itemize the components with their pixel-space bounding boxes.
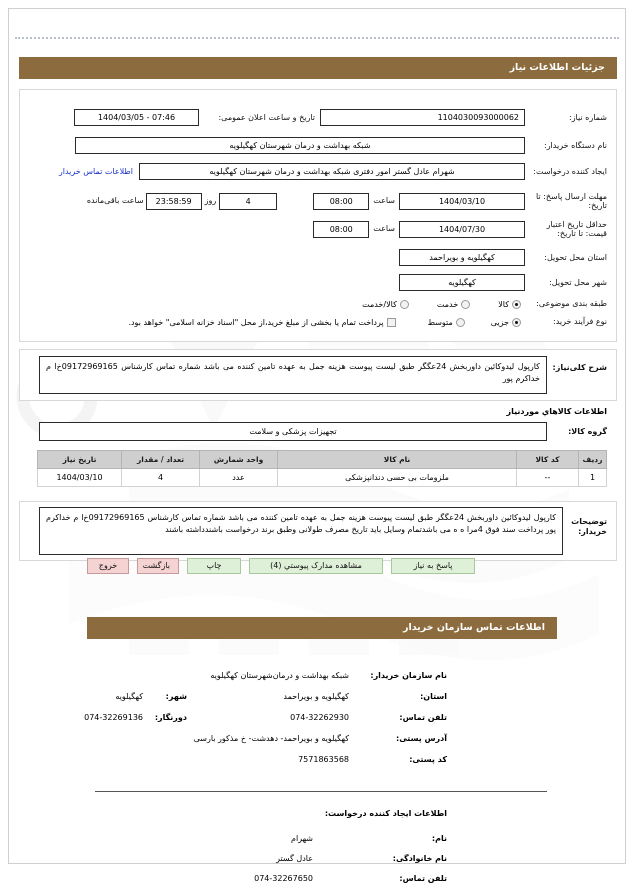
radio-khedmat-label: خدمت — [436, 299, 459, 309]
delivery-province-value: کهگیلویه و بویراحمد — [399, 249, 525, 266]
price-validity-date: 1404/07/30 — [399, 221, 525, 238]
contact-province-value: کهگیلویه و بویراحمد — [283, 692, 349, 701]
field-delivery-province — [399, 249, 607, 266]
request-creator-value: شهرام عادل گستر امور دفتری شبکه بهداشت و درمان شهرستان کهگیلویه — [139, 163, 525, 180]
delivery-province-label: استان محل تحویل: — [544, 252, 607, 262]
price-validity-hour: 08:00 — [313, 221, 369, 238]
radio-kala-khedmat-label: کالا/خدمت — [362, 299, 397, 309]
print-button[interactable]: چاپ — [187, 558, 241, 574]
radio-jozei-label: جزیی — [490, 317, 509, 327]
subject-category-radios[interactable] — [362, 300, 521, 309]
contact-address-label: آدرس پستی: — [396, 734, 447, 743]
remaining-days-value: 4 — [219, 193, 277, 210]
field-buyer-notes — [39, 507, 607, 555]
section-header-buyer-contact — [87, 617, 557, 639]
action-button-bar — [87, 558, 475, 574]
remaining-time-label: ساعت باقی‌مانده — [86, 196, 144, 206]
contact-province-label: استان: — [420, 692, 447, 701]
contact-address-value: کهگیلویه و بویراحمد- دهدشت- خ مذکور بارسی — [193, 734, 349, 743]
radio-jozei-icon[interactable] — [512, 318, 521, 327]
field-price-validity — [313, 220, 607, 238]
contact-fax-label: دورنگار: — [154, 713, 187, 722]
requester-phone-label: تلفن تماس: — [399, 874, 447, 883]
contact-org-line — [210, 671, 447, 680]
price-validity-hour-label: ساعت — [373, 224, 395, 234]
announce-datetime-value: 1404/03/05 - 07:46 — [74, 109, 199, 126]
contact-separator — [95, 791, 547, 792]
exit-button[interactable]: خروج — [87, 558, 129, 574]
field-need-summary — [39, 356, 607, 394]
remaining-days-unit: روز — [204, 196, 217, 206]
goods-group-label: گروه کالا: — [568, 426, 607, 436]
contact-phone-value: 074-32262930 — [290, 713, 349, 722]
announce-datetime-label: تاریخ و ساعت اعلان عمومی: — [218, 112, 315, 122]
field-delivery-city — [399, 274, 607, 291]
treasury-checkbox-label: پرداخت تمام یا بخشی از مبلغ خرید،از محل "اسناد خزانه اسلامی" خواهد بود. — [128, 317, 384, 327]
cell-unit: عدد — [200, 469, 278, 487]
col-name: نام کالا — [278, 451, 517, 469]
section-title-buyer-contact: اطلاعات تماس سازمان خريدار — [402, 622, 545, 633]
view-attachments-button[interactable]: مشاهده مدارک پيوستي (4) — [249, 558, 383, 574]
page-container — [8, 8, 626, 883]
radio-motavaset-label: متوسط — [427, 317, 453, 327]
response-deadline-label: مهلت ارسال پاسخ: تا تاریخ: — [535, 192, 607, 211]
radio-option-khedmat[interactable] — [437, 300, 470, 309]
goods-info-heading: اطلاعات كالاهاي موردنياز — [506, 407, 607, 416]
remaining-time-value: 23:58:59 — [146, 193, 202, 210]
radio-option-kala-khedmat[interactable] — [362, 300, 409, 309]
requester-phone-value: 074-32267650 — [254, 874, 313, 883]
requester-last-name-value: عادل گستر — [276, 854, 313, 863]
need-number-label: شماره نياز: — [569, 112, 607, 122]
section-title-need-details: جزئيات اطلاعات نياز — [509, 62, 605, 73]
treasury-checkbox-icon[interactable] — [387, 318, 396, 327]
section-header-need-details — [19, 57, 617, 79]
contact-address-line — [194, 734, 447, 743]
need-summary-value: کارپول لیدوکائین داوربخش 24عگگر طبق لیست پیوست هزینه جمل به عهده تامین کننده می باشد شماره تماس کارشناس 09172969165خ‌ا م خداکرم پور — [39, 356, 547, 394]
top-dotted-divider — [15, 37, 619, 39]
checkbox-treasury-bonds[interactable] — [128, 318, 395, 327]
field-announce-datetime — [74, 109, 315, 126]
requester-first-name-label: نام: — [431, 834, 447, 843]
radio-kala-khedmat-icon[interactable] — [400, 300, 409, 309]
col-code: کد کالا — [517, 451, 579, 469]
cell-qty: 4 — [122, 469, 200, 487]
subject-category-label: طبقه بندی موضوعی: — [536, 299, 607, 308]
buyer-contact-link[interactable]: اطلاعات تماس خریدار — [58, 167, 133, 176]
field-purchase-process — [128, 317, 607, 327]
goods-table — [37, 450, 607, 487]
contact-postal-line — [298, 755, 447, 764]
cell-row-no: 1 — [579, 469, 607, 487]
col-row-no: ردیف — [579, 451, 607, 469]
goods-table-header-row — [38, 451, 607, 469]
goods-table-wrapper — [37, 450, 607, 487]
contact-postal-label: کد پستی: — [409, 755, 447, 764]
need-summary-label: شرح کلی‌نیاز: — [552, 363, 607, 372]
delivery-city-value: کهگیلویه — [399, 274, 525, 291]
radio-option-kala[interactable] — [498, 300, 521, 309]
purchase-process-label: نوع فرآیند خرید: — [553, 317, 607, 326]
buyer-org-label: نام دستگاه خریدار: — [544, 140, 607, 150]
cell-need-date: 1404/03/10 — [38, 469, 122, 487]
col-unit: واحد شمارش — [200, 451, 278, 469]
field-response-deadline — [87, 192, 607, 210]
radio-option-motavaset[interactable] — [428, 318, 465, 327]
radio-kala-icon[interactable] — [512, 300, 521, 309]
purchase-process-radios[interactable] — [128, 318, 521, 327]
requester-phone-line — [254, 874, 447, 883]
field-buyer-org — [75, 137, 607, 154]
requester-last-name-line — [276, 854, 447, 863]
contact-city-value: کهگیلویه — [115, 692, 143, 701]
back-button[interactable]: بازگشت — [137, 558, 179, 574]
response-deadline-date: 1404/03/10 — [399, 193, 525, 210]
buyer-notes-value: کارپول لیدوکائین داوربخش 24عگگر طبق لیست پیوست هزینه جمل به عهده تامین کننده می باشد شماره تماس کارشناس 09172969165خ‌ا م خداکرم پور پرداخت سند فوق 4مرا ه ه می باشدتمام وسایل باید تاریخ مصرف طولانی وطبق برند درخواست باشندداشته باشند — [39, 507, 563, 555]
buyer-org-value: شبکه بهداشت و درمان شهرستان کهگیلویه — [75, 137, 525, 154]
cell-code: -- — [517, 469, 579, 487]
buyer-notes-label: توضیحات خریدار: — [571, 517, 607, 537]
col-need-date: تاریخ نیاز — [38, 451, 122, 469]
contact-org-label: نام سازمان خریدار: — [370, 671, 447, 680]
cell-name: ملزومات بی حسی دندانپزشکی — [278, 469, 517, 487]
request-creator-label: ایجاد کننده درخواست: — [533, 166, 607, 176]
price-validity-label: حداقل تاریخ اعتبار قیمت: تا تاریخ: — [546, 220, 607, 239]
contact-province-line — [115, 692, 447, 701]
field-goods-group — [39, 422, 607, 441]
col-qty: تعداد / مقدار — [122, 451, 200, 469]
table-row[interactable] — [38, 469, 607, 487]
need-number-value: 1104030093000062 — [320, 109, 525, 126]
field-subject-category — [362, 299, 607, 309]
requester-first-name-value: شهرام — [291, 834, 313, 843]
radio-kala-label: کالا — [498, 299, 509, 309]
requester-first-name-line — [291, 834, 447, 843]
radio-khedmat-icon[interactable] — [461, 300, 470, 309]
field-need-number — [320, 109, 607, 126]
contact-postal-value: 7571863568 — [298, 755, 349, 764]
requester-info-heading: اطلاعات ایجاد کننده درخواست: — [324, 809, 447, 818]
requester-last-name-label: نام خانوادگی: — [392, 854, 447, 863]
contact-phone-line — [84, 713, 447, 722]
radio-option-jozei[interactable] — [491, 318, 521, 327]
response-deadline-hour-label: ساعت — [373, 196, 395, 206]
goods-group-value: تجهیزات پزشکی و سلامت — [39, 422, 547, 441]
contact-org-value: شبکه بهداشت و درمان‌شهرستان کهگیلویه — [210, 671, 349, 680]
response-deadline-hour: 08:00 — [313, 193, 369, 210]
contact-fax-value: 074-32269136 — [84, 713, 143, 722]
contact-city-label: شهر: — [165, 692, 187, 701]
radio-motavaset-icon[interactable] — [456, 318, 465, 327]
contact-phone-label: تلفن تماس: — [399, 713, 447, 722]
field-request-creator — [59, 163, 607, 180]
delivery-city-label: شهر محل تحویل: — [549, 277, 607, 287]
respond-to-need-button[interactable]: پاسخ به نیاز — [391, 558, 475, 574]
